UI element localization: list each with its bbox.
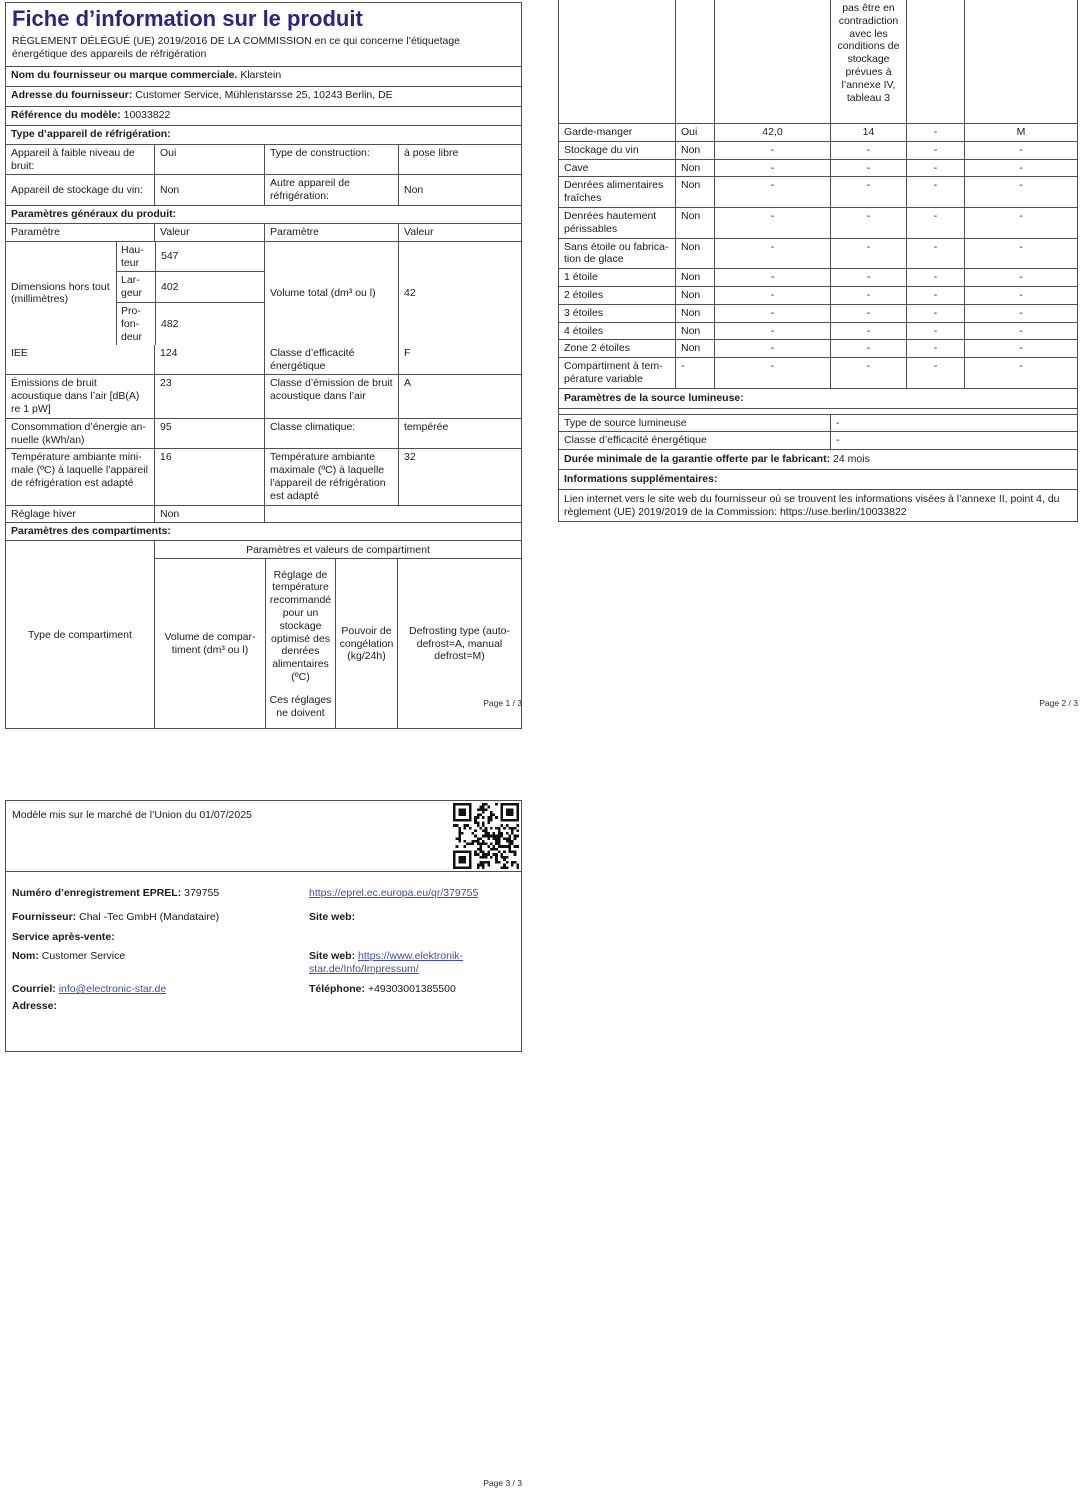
defrosting-type-cell: - [964,142,1077,159]
defrosting-type-cell: - [964,323,1077,340]
supplier-name-value: Klarstein [240,68,282,81]
supplier-value: Chal -Tec GmbH (Mandataire) [79,911,220,923]
supplier-label: Fournisseur: [12,911,77,923]
winter-setting-row [6,505,521,523]
title-block [6,3,521,66]
winter-setting-label: Réglage hiver [11,507,76,520]
table-row [6,448,521,504]
empty-cell [675,0,714,123]
model-reference-value: 10033822 [123,108,171,121]
defrosting-type-cell: - [964,340,1077,357]
empty-cell [264,506,521,523]
website2-label: Site web: [309,950,356,962]
freezing-capacity-cell: - [906,358,964,388]
table-row [559,176,1077,207]
defrosting-type-cell: - [964,160,1077,177]
dimension-subrow [117,271,264,302]
compartment-temp-cell: - [830,358,906,388]
empty-cell [714,0,830,123]
param-header: Paramètre [11,226,61,239]
compartment-volume-cell: - [714,358,830,388]
compartment-present-cell: Non [675,239,714,269]
service-name-label: Nom: [12,950,39,962]
website2-url-link[interactable]: https://www.elektronik-star.de/Info/Impressum/ [309,950,464,975]
compartment-volume-cell: - [714,305,830,322]
compartment-name-cell: Denrées hautement périssables [564,209,657,235]
compartment-volume-cell: - [714,239,830,269]
compartment-type-header: Type de compartiment [28,628,132,641]
supplier-info-url[interactable]: https://use.berlin/10033822 [779,505,907,518]
supplier-address-value: Customer Service, Mühlenstarsse 25, 10243 Berlin, DE [135,88,393,101]
service-name-value: Customer Service [41,950,126,962]
supplier-row [12,911,304,924]
empty-cell [559,0,675,123]
defrosting-type-cell: - [964,305,1077,322]
compartment-temp-cell: - [830,177,906,207]
table-row [559,414,1077,432]
email-link[interactable]: info@electronic-star.de [58,983,167,995]
compartment-temp-header-note: Ces réglages ne doivent [269,693,332,719]
table-row [559,268,1077,286]
other-appliance-value: Non [398,175,521,205]
compartment-present-cell: Non [675,287,714,304]
qr-code-icon [453,803,519,869]
address-block [12,1000,304,1012]
website-row [309,911,519,924]
table-row [6,174,521,205]
product-fiche-page-2 [558,0,1078,522]
construction-value: à pose libre [398,145,521,175]
defrosting-type-cell: M [964,124,1077,141]
compartment-volume-cell: - [714,160,830,177]
table-row [559,431,1077,449]
freezing-capacity-cell: - [906,160,964,177]
table-row [559,286,1077,304]
table-row [559,123,1077,141]
light-source-section-header: Paramètres de la source lumineuse: [559,388,1077,408]
param-value-cell: 124 [154,345,264,375]
winter-setting-value: Non [154,506,264,523]
supplier-link-text: Lien internet vers le site web du fournisseur où se trouvent les informations visées à l’annexe II, point 4, du règlement (UE) 2019/2019 de la Commission: [564,492,1060,518]
table-row [559,238,1077,269]
compartment-temp-cell: - [830,142,906,159]
page-1-footer: Page 1 / 3 [483,698,522,708]
total-volume-label: Volume total (dm³ ou l) [264,242,398,345]
defrosting-type-cell: - [964,358,1077,388]
param-label-cell: Classe d’efficacité énergétique [264,345,398,375]
website2-row [309,950,519,976]
compartment-temp-cell: - [830,305,906,322]
email-row [12,983,304,996]
table-row [6,345,521,375]
param-label-cell: Classe climatique: [264,419,398,449]
table-row [559,339,1077,357]
compartment-name-cell: 3 étoiles [564,306,604,319]
supplier-name-label: Nom du fournisseur ou marque commerciale. [11,68,238,81]
defrosting-type-cell: - [964,287,1077,304]
address-label: Adresse: [12,1000,57,1012]
freezing-capacity-cell: - [906,340,964,357]
eprel-label: Numéro d’enregistrement EPREL: [12,887,182,899]
dimensions-row [6,241,521,345]
param-value-cell: 16 [154,449,264,504]
compartment-name-cell: 1 étoile [564,271,598,284]
compartment-name-cell: Cave [564,161,589,174]
compartment-name-cell: Denrées alimentaires fraîches [564,179,664,205]
light-param-value: - [830,432,1077,449]
low-noise-label: Appareil à faible niveau de bruit: [11,146,135,172]
phone-label: Téléphone: [309,983,366,995]
empty-cell [964,0,1077,123]
compartment-name-cell: Sans étoile ou fabrication de glace [564,240,669,266]
compartment-temp-cell: - [830,340,906,357]
regulation-text: RÈGLEMENT DÉLÉGUÉ (UE) 2019/2016 DE LA COMMISSION en ce qui concerne l’étiquetage énergétique des appareils de réfrigération [12,35,461,61]
compartment-present-cell: Non [675,269,714,286]
param-label-cell: Émissions de bruit acoustique dans l’air [dB(A) re 1 pW] [11,377,140,416]
empty-cell [906,0,964,123]
general-params-section-header: Paramètres généraux du produit: [11,208,177,221]
light-source-rows [559,414,1077,450]
compartment-name-cell: Stockage du vin [564,143,639,156]
compartment-present-cell: Non [675,323,714,340]
defrosting-type-cell: - [964,177,1077,207]
table-row [559,357,1077,388]
compartment-temp-cell: - [830,208,906,238]
param-label-cell: IEE [11,346,28,359]
dimension-name: Hauteur [121,243,144,269]
page-3-footer: Page 3 / 3 [483,1478,522,1488]
market-date-row [6,801,521,872]
wine-storage-value: Non [154,175,264,205]
freezing-capacity-cell: - [906,142,964,159]
compartment-volume-cell: - [714,287,830,304]
model-reference-label: Référence du modèle: [11,108,121,121]
freezing-capacity-header: Pouvoir de congélation (kg/24h) [335,559,397,728]
value-header: Valeur [398,224,521,241]
product-fiche-page-1 [5,2,522,729]
freezing-capacity-cell: - [906,177,964,207]
email-label: Courriel: [12,983,56,995]
compartment-present-cell: Non [675,160,714,177]
table-row [559,141,1077,159]
after-sales-service-header: Service après-vente: [12,931,115,943]
dimension-subrow [117,302,264,345]
table-row [559,207,1077,238]
dimensions-label: Dimensions hors tout (millimètres) [11,280,110,306]
freezing-capacity-cell: - [906,305,964,322]
phone-row [309,983,519,996]
supplier-name-row [6,67,521,86]
eprel-link-row [309,887,519,900]
compartment-name-cell: 2 étoiles [564,288,604,301]
dimension-value: 482 [155,303,264,345]
low-noise-value: Oui [154,145,264,175]
compartment-temp-cell: - [830,287,906,304]
compartment-volume-cell: - [714,269,830,286]
compartment-volume-header: Volume de compartiment (dm³ ou l) [164,631,256,656]
table-row [559,159,1077,177]
compartment-temp-cell: - [830,239,906,269]
compartments-section-header: Paramètres des compartiments: [11,525,171,538]
market-date-text: Modèle mis sur le marché de l’Union du 01/07/2025 [12,809,252,821]
compartment-present-cell: Non [675,142,714,159]
phone-value: +49303001385500 [367,983,456,995]
freezing-capacity-cell: - [906,323,964,340]
param-value-cell: A [398,375,521,417]
supplier-link-row [559,489,1077,522]
supplier-address-row [6,87,521,106]
dimension-value: 547 [155,242,264,272]
model-reference-row [6,107,521,125]
website-label: Site web: [309,911,356,923]
param-value-cell: 95 [154,419,264,449]
param-value-cell: 23 [154,375,264,417]
general-params-rows [6,345,521,505]
compartment-present-cell: Non [675,340,714,357]
param-value-header-row [6,223,521,241]
service-name-row [12,950,304,963]
compartment-name-cell: Garde-manger [564,126,633,138]
param-value-cell: F [398,345,521,375]
param-label-cell: Consommation d’énergie annuelle (kWh/an) [11,420,146,446]
table-row [559,322,1077,340]
warranty-value: 24 mois [833,453,870,466]
eprel-url-link[interactable]: https://eprel.ec.europa.eu/qr/379755 [309,887,479,899]
compartment-volume-cell: - [714,323,830,340]
light-param-value: - [830,415,1077,432]
freezing-capacity-cell: - [906,269,964,286]
compartment-header-continuation [559,0,1077,123]
param-label-cell: Température ambiante minimale (ºC) à laquelle l’appareil de réfrigération est adapté [11,451,148,490]
table-row [559,304,1077,322]
freezing-capacity-cell: - [906,287,964,304]
param-label-cell: Température ambiante maximale (ºC) à laquelle l’appareil de réfrigération est adapté [264,449,398,504]
compartment-temp-cell: 14 [830,124,906,141]
param-header: Paramètre [264,224,398,241]
compartment-volume-cell: - [714,208,830,238]
product-fiche-page-3 [5,800,522,1052]
page-2-footer: Page 2 / 3 [1039,698,1078,708]
defrosting-type-cell: - [964,269,1077,286]
light-param-label: Classe d’efficacité énergétique [564,434,707,447]
type-section-header: Type d’appareil de réfrigération: [11,127,171,140]
other-appliance-label: Autre appareil de réfrigération: [264,175,398,205]
dimension-subrow [117,242,264,272]
param-label-cell: Classe d’émission de bruit acoustique dans l’air [264,375,398,417]
value-header: Valeur [154,224,264,241]
param-value-cell: tempérée [398,419,521,449]
freezing-capacity-cell: - [906,239,964,269]
compartment-temp-cell: - [830,160,906,177]
compartment-temp-cell: - [830,323,906,340]
compartment-volume-cell: - [714,340,830,357]
compartment-group-title: Paramètres et valeurs de compartiment [155,541,521,559]
compartment-present-cell: Non [675,208,714,238]
construction-label: Type de construction: [264,145,398,175]
total-volume-value: 42 [398,242,521,345]
light-param-label: Type de source lumineuse [564,416,687,429]
compartment-name-cell: Zone 2 étoiles [564,342,630,355]
compartment-temp-header-text: Réglage de température recommandé pour un stockage optimisé des denrées alimentaires (ºC) [269,568,332,683]
compartment-present-cell: Non [675,305,714,322]
defrosting-type-cell: - [964,239,1077,269]
dimension-name: Largeur [121,274,143,300]
table-row [6,144,521,175]
warranty-row [559,449,1077,469]
page-title: Fiche d’information sur le produit [12,6,363,31]
eprel-registration-row [12,887,304,900]
dimension-name: Profondeur [121,305,143,343]
table-row [6,418,521,449]
compartment-present-cell: - [675,358,714,388]
param-value-cell: 32 [398,449,521,504]
compartment-volume-cell: - [714,177,830,207]
table-row [6,374,521,417]
freezing-capacity-cell: - [906,208,964,238]
defrosting-type-header: Defrosting type (auto-defrost=A, manual defrost=M) [397,559,521,728]
temp-header-continuation-text: pas être en contradiction avec les conditions de stockage prévues à l’annexe IV, tableau 3 [830,0,906,123]
additional-info-section-header: Informations supplémentaires: [559,469,1077,489]
dimensions-subtable [116,242,264,345]
supplier-address-label: Adresse du fournisseur: [11,88,133,101]
wine-storage-label: Appareil de stockage du vin: [11,183,143,196]
eprel-value: 379755 [184,887,220,899]
compartment-name-cell: 4 étoiles [564,324,604,337]
compartment-name-cell: Compartiment à température variable [564,360,663,385]
compartment-temp-cell: - [830,269,906,286]
warranty-label: Durée minimale de la garantie offerte par le fabricant: [564,453,831,466]
compartment-present-cell: Non [675,177,714,207]
compartment-rows [559,123,1077,388]
dimension-value: 402 [155,272,264,302]
freezing-capacity-cell: - [906,124,964,141]
compartment-volume-cell: 42,0 [714,124,830,141]
compartment-present-cell: Oui [675,124,714,141]
compartment-volume-cell: - [714,142,830,159]
defrosting-type-cell: - [964,208,1077,238]
